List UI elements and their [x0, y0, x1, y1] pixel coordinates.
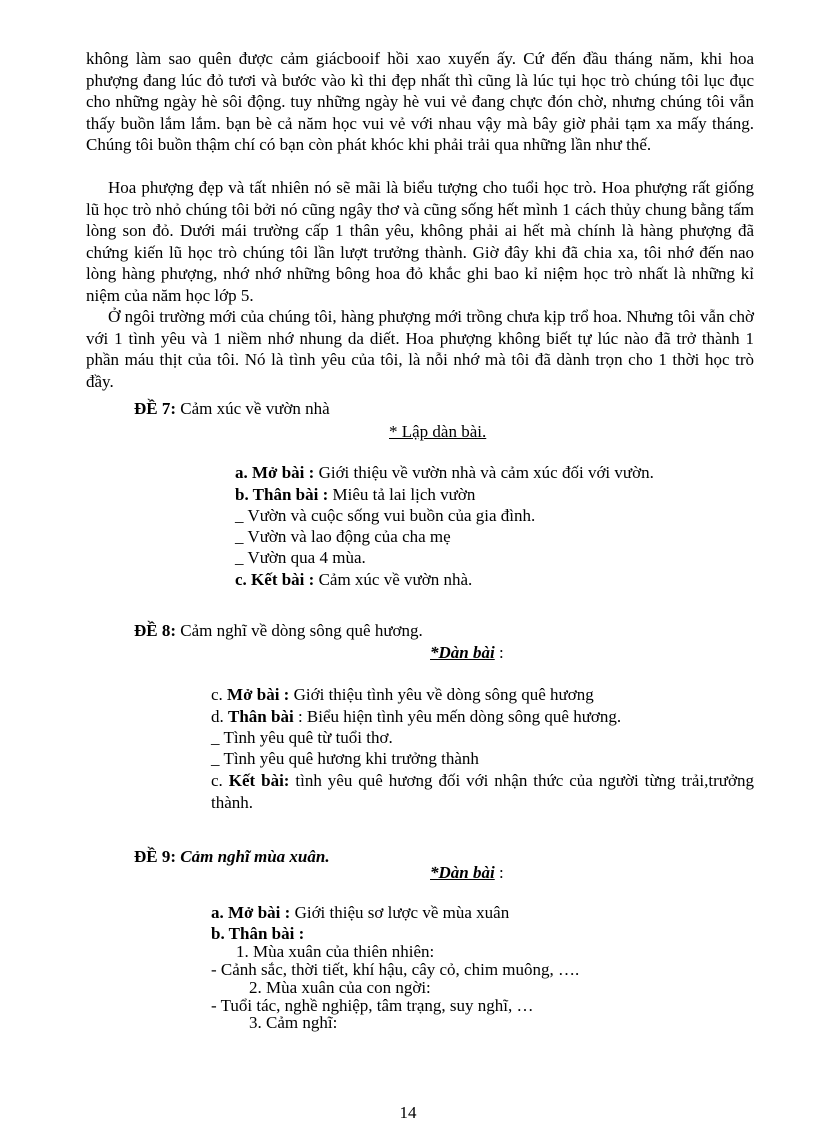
de7-label: ĐỀ 7: — [134, 399, 177, 418]
de9-item-a — [211, 902, 509, 923]
de7-subitem: _ Vườn qua 4 mùa. — [235, 548, 366, 567]
de8-d-prefix: d. — [211, 707, 228, 726]
de8-c-label: Mở bài : — [227, 685, 290, 704]
paragraph-1: không làm sao quên được cảm giácbooif hồi xao xuyến ấy. Cứ đến đầu tháng năm, khi hoa phượng đang lúc đỏ tươi và bước vào kì thi đẹp nhất thì cũng là lúc tụi học trò chúng tôi lục đục cho những ngày hè sôi động. tuy những ngày hè vui vẻ đang chực đón chờ, nhưng chúng tôi vẫn thấy buồn lắm lắm. bạn bè cả năm học vui vẻ với nhau vậy mà bây giờ phải tạm xa mấy tháng. Chúng tôi buồn thậm chí có bạn còn phát khóc khi phải trải qua những lần như thế. — [86, 49, 754, 154]
de9-line: - Cảnh sắc, thời tiết, khí hậu, cây cỏ, chim muông, …. — [211, 960, 580, 979]
de9-line: 2. Mùa xuân của con ngời: — [249, 978, 431, 997]
de7-c-label: c. Kết bài : — [235, 570, 315, 589]
de7-item-a — [235, 462, 654, 483]
de7-subitem: _ Vườn và cuộc sống vui buồn của gia đình. — [235, 506, 536, 525]
de9-a-label: a. Mở bài : — [211, 903, 291, 922]
de9-heading-text: *Dàn bài — [430, 863, 495, 882]
de8-label: ĐỀ 8: — [134, 621, 177, 640]
de7-subitem: _ Vườn và lao động của cha mẹ — [235, 527, 451, 546]
de8-title — [134, 620, 423, 641]
de9-a-text: Giới thiệu sơ lược về mùa xuân — [290, 903, 510, 922]
de8-subitem: _ Tình yêu quê từ tuổi thơ. — [211, 728, 393, 747]
de9-line: 3. Cảm nghĩ: — [249, 1013, 338, 1032]
de8-item-d — [211, 706, 621, 727]
de8-d-text: : Biểu hiện tình yêu mến dòng sông quê hương. — [293, 707, 622, 726]
de8-heading — [430, 642, 504, 663]
de8-subitem: _ Tình yêu quê hương khi trưởng thành — [211, 749, 479, 768]
de9-b-label: b. Thân bài : — [211, 924, 305, 943]
paragraph-3: Ở ngôi trường mới của chúng tôi, hàng phượng mới trồng chưa kịp trổ hoa. Nhưng tôi vẫn chờ với 1 tình yêu và 1 niềm nhớ nhung da diết. Hoa phượng không biết tự lúc nào đã trở thành 1 phần máu thịt của tôi. Nó là tình yêu của tôi, là nỗi nhớ mà tôi đã dành trọn cho 1 thời học trò đầy. — [86, 307, 754, 391]
de9-line: - Tuổi tác, nghề nghiệp, tâm trạng, suy nghĩ, … — [211, 996, 534, 1015]
de7-b-label: b. Thân bài : — [235, 485, 329, 504]
de8-item-c — [211, 684, 594, 705]
de8-e-text: tình yêu quê hương đối với nhận thức của người từng trải,trưởng thành. — [211, 771, 754, 812]
de8-item-e — [211, 770, 754, 813]
de9-heading — [430, 862, 504, 883]
de7-title — [134, 398, 330, 419]
de8-heading-suffix: : — [494, 643, 504, 662]
de8-c-prefix: c. — [211, 685, 228, 704]
de7-title-text: Cảm xúc về vườn nhà — [176, 399, 330, 418]
de8-c-text: Giới thiệu tình yêu về dòng sông quê hương — [289, 685, 594, 704]
de8-d-label: Thân bài — [228, 707, 294, 726]
de7-item-c — [235, 569, 472, 590]
page-number: 14 — [399, 1103, 417, 1122]
de7-c-text: Cảm xúc về vườn nhà. — [314, 570, 473, 589]
de7-item-b — [235, 484, 475, 505]
de8-e-label: Kết bài: — [228, 771, 290, 790]
paragraph-2: Hoa phượng đẹp và tất nhiên nó sẽ mãi là biểu tượng cho tuổi học trò. Hoa phượng rất giống lũ học trò nhỏ chúng tôi bởi nó cũng ngây thơ và cũng sống hết mình 1 cách thủy chung bằng tấm lòng son đỏ. Dưới mái trường cấp 1 thân yêu, không phải ai hết mà chính là hàng phượng đã chứng kiến lũ học trò chúng tôi lần lượt trưởng thành. Giờ đây khi đã chia xa, tôi nhớ đến nao lòng hàng phượng, nhớ nhớ những bông hoa đỏ khắc ghi bao kỉ niệm học trò nhất là những kỉ niệm của năm học lớp 5. — [86, 178, 754, 305]
de8-title-text: Cảm nghĩ về dòng sông quê hương. — [176, 621, 423, 640]
de9-title — [134, 846, 330, 867]
de9-label: ĐỀ 9: — [134, 847, 177, 866]
de7-a-label: a. Mở bài : — [235, 463, 315, 482]
de8-heading-text: *Dàn bài — [430, 643, 495, 662]
de9-line: 1. Mùa xuân của thiên nhiên: — [236, 942, 435, 961]
de9-heading-suffix: : — [494, 863, 504, 882]
de9-title-text: Cảm nghĩ mùa xuân. — [176, 847, 330, 866]
de7-a-text: Giới thiệu về vườn nhà và cảm xúc đối với vườn. — [314, 463, 654, 482]
de7-heading: * Lập dàn bài. — [389, 422, 487, 441]
de7-b-text: Miêu tả lai lịch vườn — [328, 485, 476, 504]
de8-e-prefix: c. — [211, 771, 229, 790]
